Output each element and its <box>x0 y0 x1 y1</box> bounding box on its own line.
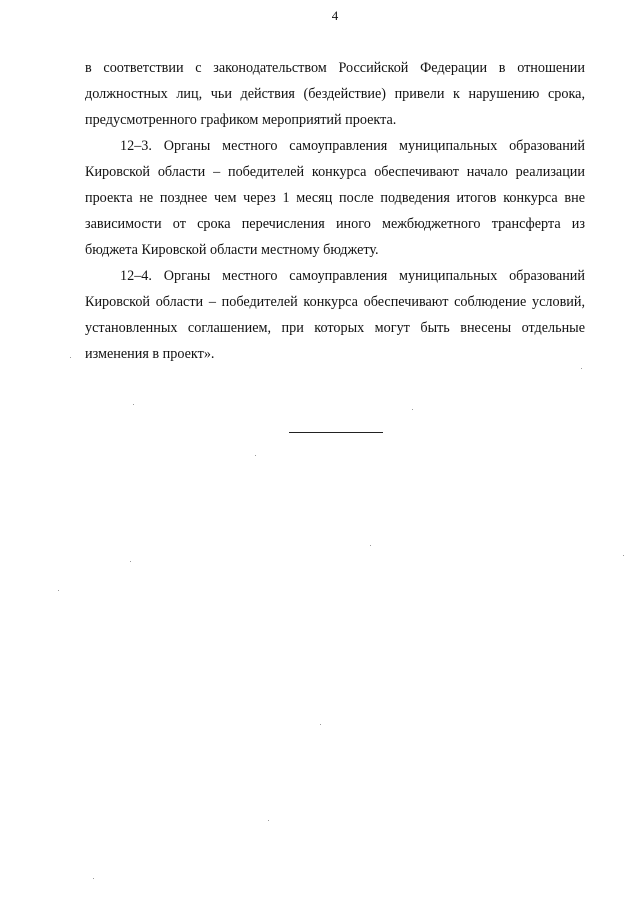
scan-speck <box>581 368 582 369</box>
scan-speck <box>268 820 269 821</box>
page-number: 4 <box>331 8 339 23</box>
paragraph-clause-12-3: 12–3. Органы местного самоуправления муниципальных образований Кировской области – победителей конкурса обеспечивают начало реализации проекта не позднее чем через 1 месяц после подведения итогов конкурса вне зависимости от срока перечисления иного межбюджетного трансферта из бюджета Кировской области местному бюджету. <box>85 138 585 258</box>
scan-speck <box>412 409 413 410</box>
paragraph-continuation: в соответствии с законодательством Российской Федерации в отношении должностных лиц, чьи действия (бездействие) привели к нарушению срока, предусмотренного графиком мероприятий проекта. <box>85 60 585 128</box>
scan-speck <box>623 555 624 556</box>
end-separator-line <box>289 432 383 433</box>
scan-speck <box>70 357 71 358</box>
scan-speck <box>133 404 134 405</box>
scan-speck <box>130 561 131 562</box>
scan-speck <box>320 724 321 725</box>
scan-speck <box>58 590 59 591</box>
scan-speck <box>255 455 256 456</box>
scan-speck <box>93 878 94 879</box>
document-body <box>85 55 585 367</box>
scan-speck <box>370 545 371 546</box>
paragraph-clause-12-4: 12–4. Органы местного самоуправления муниципальных образований Кировской области – победителей конкурса обеспечивают соблюдение условий, установленных соглашением, при которых могут быть внесены отдельные изменения в проект». <box>85 268 585 362</box>
